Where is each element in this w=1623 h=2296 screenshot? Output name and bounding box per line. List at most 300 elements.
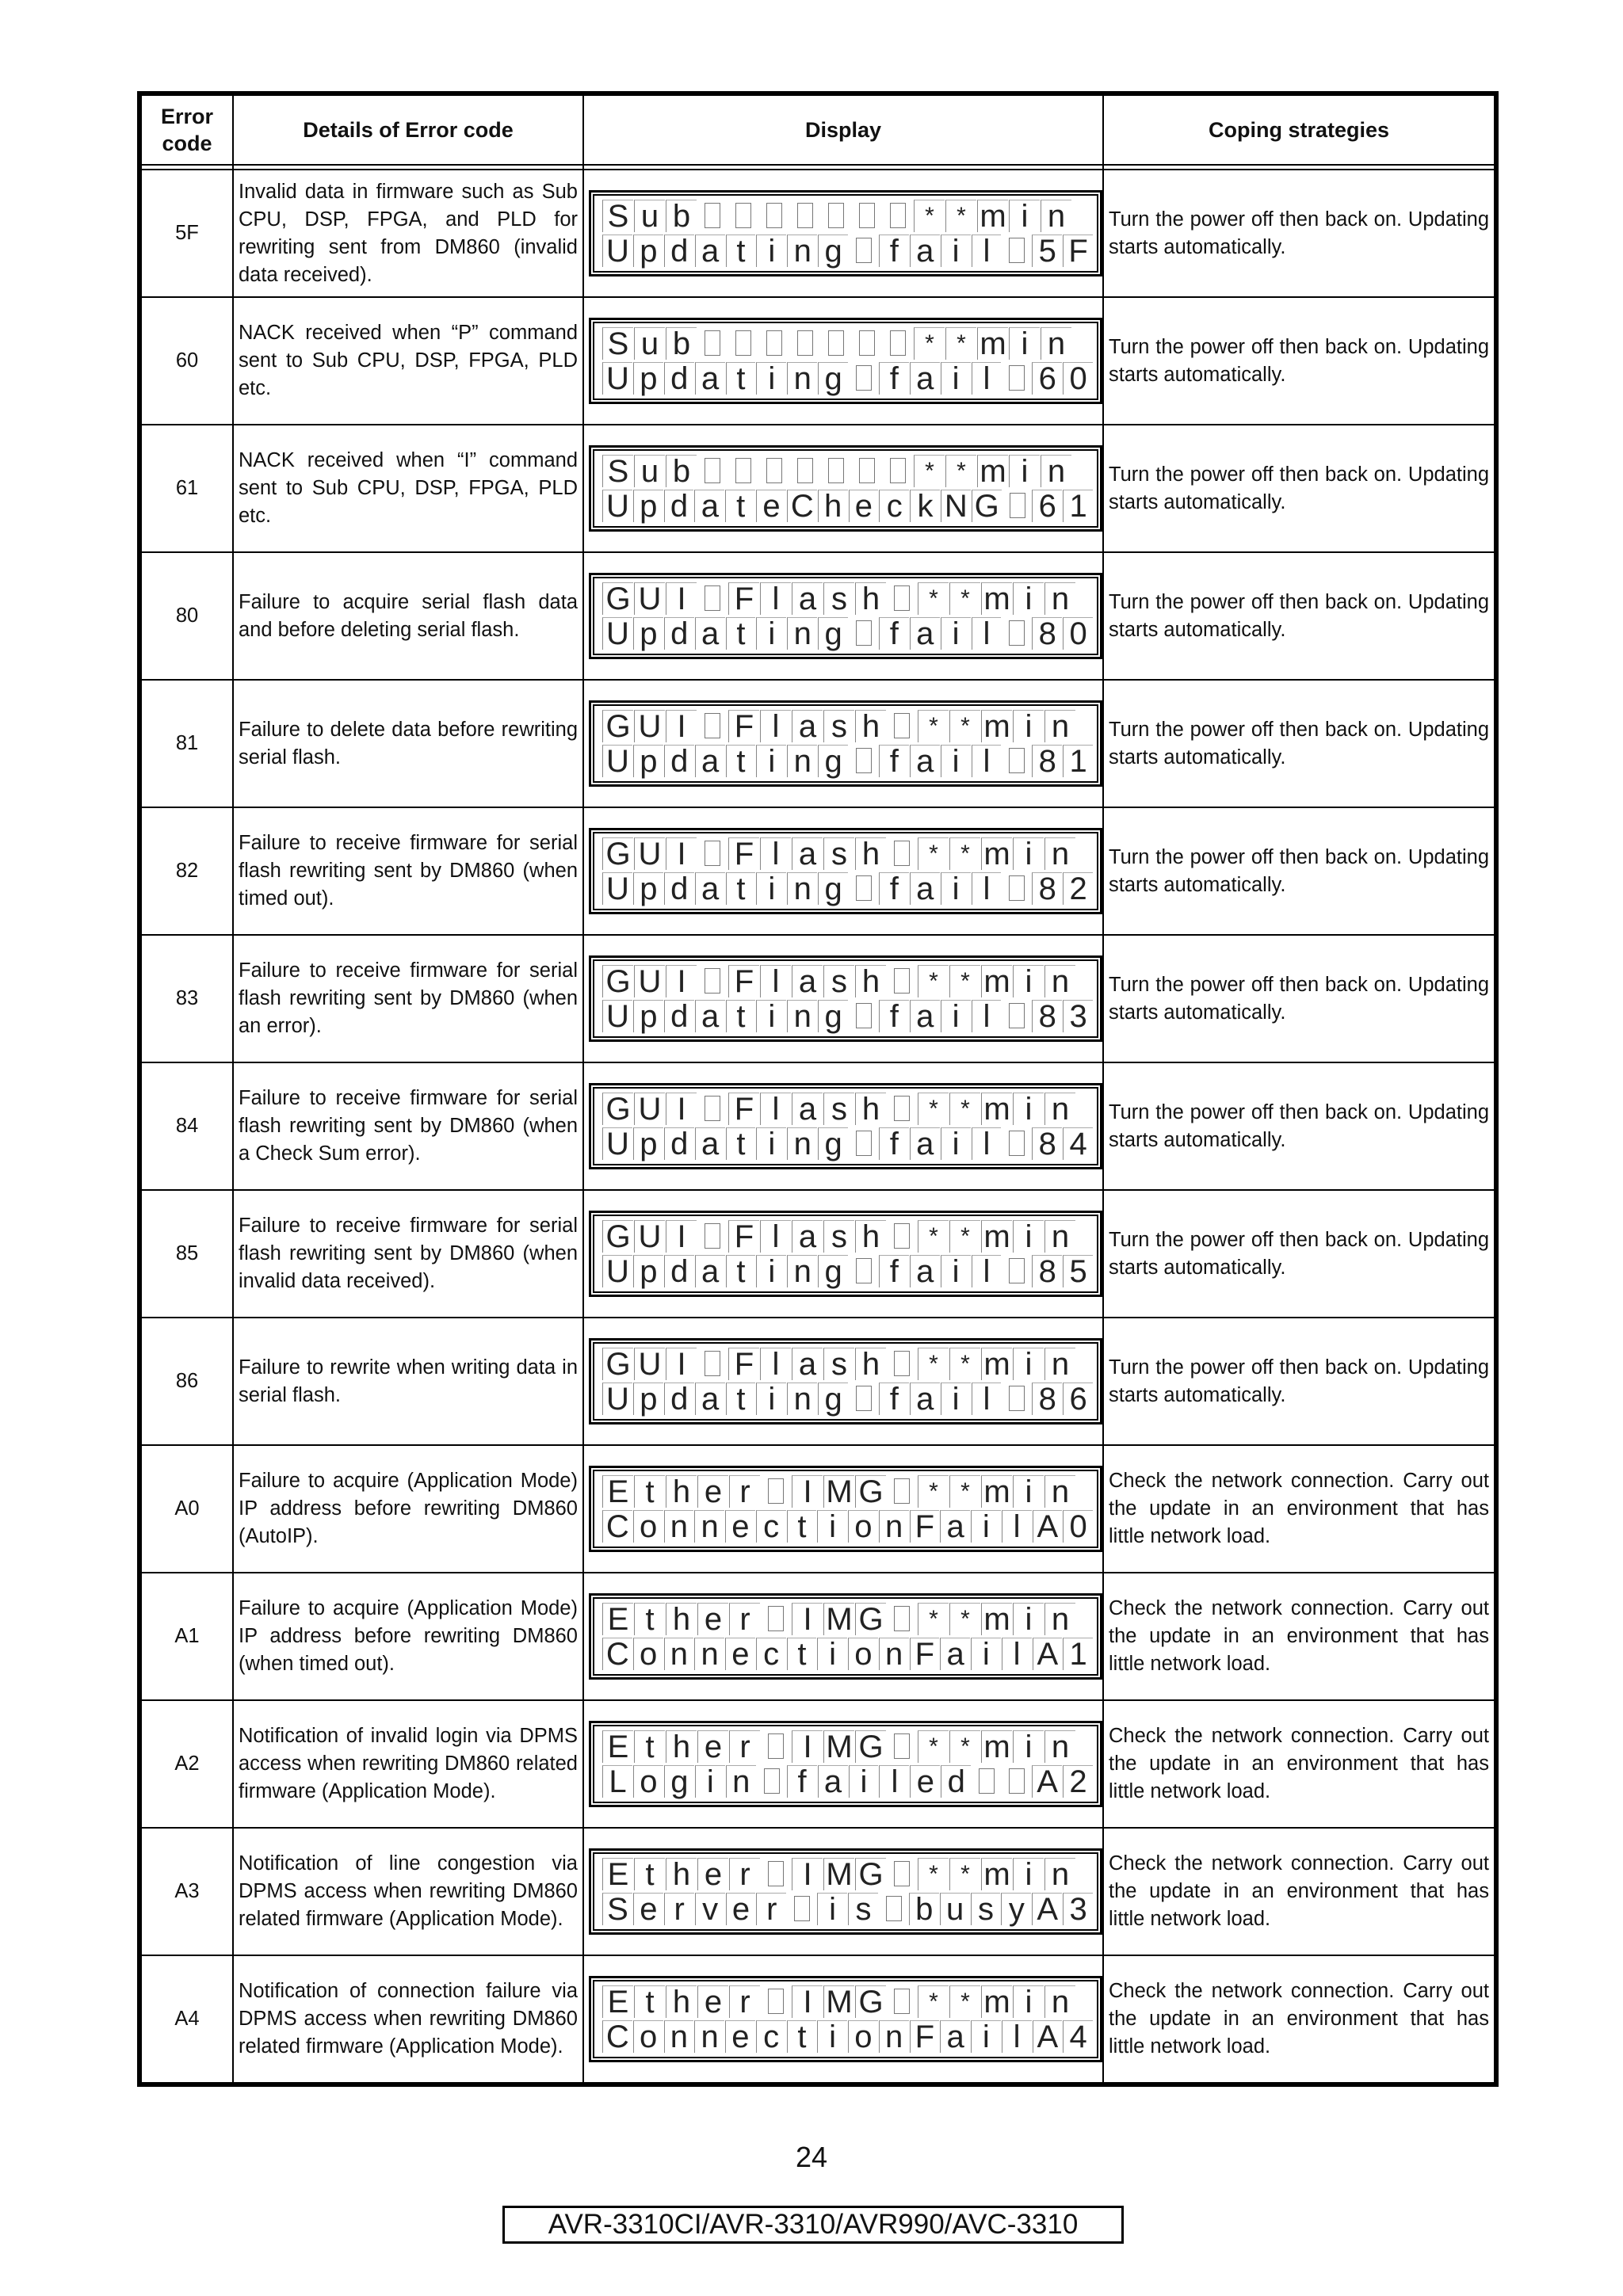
lcd-char: 6	[1032, 362, 1062, 395]
error-details: Failure to receive firmware for serial flash rewriting sent by DM860 (when timed out).	[233, 807, 583, 935]
lcd-char: h	[666, 1858, 697, 1890]
lcd-char: G	[602, 710, 633, 742]
lcd-char: o	[633, 2020, 663, 2053]
lcd-char: g	[818, 617, 848, 650]
lcd-char: F	[728, 582, 759, 615]
lcd-char: n	[1044, 1985, 1075, 2018]
lcd-blank-cell	[972, 1765, 1001, 1797]
lcd-char: 5	[1032, 235, 1062, 267]
display-cell	[583, 807, 1103, 935]
lcd-char: i	[941, 1127, 971, 1160]
display-cell	[583, 1700, 1103, 1828]
lcd-char: f	[879, 1383, 909, 1415]
lcd-char: E	[602, 1730, 633, 1763]
display-cell	[583, 1573, 1103, 1700]
lcd-char: E	[602, 1985, 633, 2018]
lcd-blank-cell	[759, 200, 789, 231]
error-code: 85	[139, 1190, 233, 1318]
lcd-char: *	[918, 582, 949, 615]
lcd-char: l	[1002, 1638, 1032, 1670]
lcd-char: h	[666, 1730, 697, 1763]
lcd-char: r	[729, 1985, 760, 2018]
lcd-char: U	[634, 1348, 665, 1380]
lcd-char: d	[664, 1255, 694, 1287]
error-code: 83	[139, 935, 233, 1062]
lcd-char: n	[694, 2020, 724, 2053]
lcd-char: l	[1002, 1510, 1032, 1543]
lcd-char: a	[792, 1093, 823, 1125]
lcd-char: l	[972, 1127, 1002, 1160]
lcd-char: 8	[1032, 1000, 1062, 1032]
lcd-char: F	[728, 1348, 759, 1380]
lcd-char: s	[971, 1893, 1001, 1925]
lcd-char: U	[602, 490, 632, 522]
lcd-char: *	[949, 1603, 980, 1635]
lcd-blank-cell	[849, 1383, 878, 1414]
lcd-char: a	[695, 1255, 725, 1287]
lcd-char: 3	[1063, 1000, 1093, 1032]
lcd-char: r	[729, 1475, 760, 1508]
lcd-char: i	[1013, 1348, 1044, 1380]
lcd-blank-cell	[849, 235, 878, 266]
lcd-blank-cell	[849, 1255, 878, 1287]
lcd-char: m	[981, 1985, 1012, 2018]
lcd-char: f	[879, 1000, 909, 1032]
lcd-char: l	[879, 1765, 909, 1798]
lcd-char: e	[697, 1475, 728, 1508]
lcd-display	[589, 1338, 1102, 1425]
lcd-char: g	[818, 745, 848, 777]
lcd-blank-cell	[887, 1730, 917, 1762]
lcd-char: i	[1013, 1985, 1044, 2018]
lcd-char: l	[972, 745, 1002, 777]
lcd-char: *	[914, 455, 945, 487]
lcd-char: f	[879, 1255, 909, 1287]
lcd-char: i	[756, 617, 786, 650]
lcd-char: v	[695, 1893, 725, 1925]
lcd-char: a	[792, 1348, 823, 1380]
lcd-char: *	[918, 1730, 949, 1763]
lcd-char: *	[949, 582, 980, 615]
lcd-blank-cell	[761, 1858, 791, 1890]
lcd-char: 6	[1032, 490, 1062, 522]
lcd-char: 5	[1063, 1255, 1093, 1287]
lcd-char: a	[792, 1220, 823, 1253]
lcd-char: c	[879, 490, 909, 522]
lcd-blank-cell	[852, 455, 882, 486]
lcd-char: n	[1044, 1858, 1075, 1890]
lcd-char: g	[818, 1000, 848, 1032]
lcd-blank-cell	[728, 327, 758, 359]
display-cell	[583, 425, 1103, 552]
lcd-char: h	[855, 1093, 886, 1125]
lcd-char: d	[664, 1127, 694, 1160]
lcd-blank-cell	[887, 965, 917, 997]
lcd-blank-cell	[1002, 872, 1031, 904]
lcd-char: a	[940, 1638, 970, 1670]
lcd-char: C	[602, 1638, 632, 1670]
lcd-char: U	[634, 582, 665, 615]
lcd-char: o	[848, 1510, 878, 1543]
table-row	[139, 1955, 1496, 2084]
lcd-char: h	[818, 490, 848, 522]
lcd-char: t	[787, 1510, 817, 1543]
lcd-blank-cell	[821, 455, 851, 486]
lcd-char: *	[918, 710, 949, 742]
lcd-char: a	[910, 1127, 940, 1160]
lcd-char: 0	[1063, 617, 1093, 650]
lcd-char: n	[879, 2020, 909, 2053]
lcd-char: G	[602, 582, 633, 615]
lcd-char: m	[981, 1220, 1012, 1253]
lcd-blank-cell	[1002, 235, 1031, 266]
lcd-char: p	[633, 745, 663, 777]
lcd-blank-cell	[697, 837, 727, 869]
table-row	[139, 680, 1496, 807]
table-row	[139, 1062, 1496, 1190]
error-details: Failure to rewrite when writing data in serial flash.	[233, 1318, 583, 1445]
lcd-char: i	[817, 2020, 847, 2053]
lcd-char: l	[760, 837, 791, 870]
error-code: 86	[139, 1318, 233, 1445]
lcd-char: l	[972, 1000, 1002, 1032]
lcd-char: U	[602, 872, 632, 905]
lcd-char: I	[666, 1220, 697, 1253]
lcd-char: i	[756, 1255, 786, 1287]
display-cell	[583, 552, 1103, 680]
lcd-char: l	[972, 235, 1002, 267]
lcd-char: U	[634, 710, 665, 742]
lcd-char: n	[1044, 1348, 1075, 1380]
lcd-char: a	[910, 1255, 940, 1287]
lcd-char: n	[787, 1383, 817, 1415]
lcd-char: n	[1044, 1093, 1075, 1125]
lcd-char: t	[726, 617, 756, 650]
lcd-blank-cell	[1002, 362, 1031, 394]
lcd-char: F	[910, 2020, 940, 2053]
lcd-line	[602, 1730, 1094, 1765]
lcd-char: d	[664, 1383, 694, 1415]
lcd-blank-cell	[887, 1220, 917, 1252]
lcd-char: s	[823, 1348, 854, 1380]
lcd-char: l	[760, 1348, 791, 1380]
lcd-char: y	[1001, 1893, 1031, 1925]
lcd-char: b	[909, 1893, 939, 1925]
lcd-blank-cell	[790, 455, 820, 486]
lcd-char: *	[918, 1093, 949, 1125]
lcd-char: t	[634, 1858, 665, 1890]
lcd-char: e	[697, 1603, 728, 1635]
lcd-char: i	[971, 1510, 1001, 1543]
lcd-char: g	[818, 872, 848, 905]
lcd-char: I	[666, 710, 697, 742]
lcd-char: a	[792, 582, 823, 615]
lcd-char: p	[633, 235, 663, 267]
lcd-blank-cell	[852, 327, 882, 359]
error-details: Failure to acquire (Application Mode) IP address before rewriting DM860 (when timed out).	[233, 1573, 583, 1700]
lcd-char: a	[910, 617, 940, 650]
lcd-blank-cell	[790, 327, 820, 359]
lcd-char: s	[823, 582, 854, 615]
lcd-char: G	[855, 1475, 886, 1508]
lcd-char: n	[664, 1638, 694, 1670]
lcd-char: r	[729, 1603, 760, 1635]
lcd-char: a	[792, 837, 823, 870]
lcd-blank-cell	[849, 617, 878, 649]
lcd-display	[589, 1721, 1102, 1807]
table-row	[139, 552, 1496, 680]
error-details: NACK received when “P” command sent to Sub CPU, DSP, FPGA, PLD etc.	[233, 297, 583, 425]
lcd-char: *	[918, 1858, 949, 1890]
lcd-char: U	[634, 965, 665, 997]
lcd-char: d	[664, 235, 694, 267]
lcd-display	[589, 1593, 1102, 1680]
coping-strategy: Turn the power off then back on. Updating starts automatically.	[1103, 680, 1496, 807]
lcd-char: *	[949, 965, 980, 997]
lcd-char: i	[756, 1383, 786, 1415]
lcd-line	[602, 710, 1094, 745]
lcd-blank-cell	[1002, 1000, 1031, 1032]
table-header-row	[139, 93, 1496, 165]
lcd-char: p	[633, 872, 663, 905]
lcd-char: t	[726, 1000, 756, 1032]
lcd-char: g	[818, 1383, 848, 1415]
lcd-char: U	[602, 362, 632, 395]
display-cell	[583, 1828, 1103, 1955]
lcd-char: l	[760, 710, 791, 742]
lcd-char: S	[602, 1893, 632, 1925]
lcd-line	[602, 872, 1094, 907]
lcd-line	[602, 200, 1094, 235]
lcd-blank-cell	[849, 745, 878, 776]
lcd-char: i	[756, 235, 786, 267]
lcd-char: *	[949, 1985, 980, 2018]
lcd-blank-cell	[1002, 1255, 1031, 1287]
lcd-line	[602, 1127, 1094, 1162]
lcd-char: r	[756, 1893, 786, 1925]
lcd-char: E	[602, 1858, 633, 1890]
lcd-char: *	[914, 327, 945, 360]
lcd-blank-cell	[887, 710, 917, 742]
lcd-char: t	[725, 490, 755, 522]
lcd-blank-cell	[887, 582, 917, 614]
lcd-display	[589, 700, 1102, 787]
lcd-char: p	[633, 1000, 663, 1032]
lcd-char: n	[1041, 455, 1071, 487]
lcd-char: c	[756, 2020, 786, 2053]
lcd-char: b	[666, 327, 697, 360]
lcd-char: F	[728, 1093, 759, 1125]
lcd-char: F	[910, 1510, 940, 1543]
lcd-char: U	[634, 1093, 665, 1125]
lcd-blank-cell	[697, 200, 727, 231]
lcd-char: p	[633, 1383, 663, 1415]
lcd-char: n	[879, 1638, 909, 1670]
lcd-char: m	[981, 837, 1012, 870]
lcd-char: e	[725, 2020, 755, 2053]
lcd-char: n	[1041, 200, 1071, 232]
lcd-char: a	[792, 965, 823, 997]
lcd-char: 0	[1063, 1510, 1093, 1543]
lcd-char: t	[787, 2020, 817, 2053]
lcd-display	[589, 828, 1102, 914]
lcd-char: t	[634, 1603, 665, 1635]
lcd-char: U	[602, 235, 632, 267]
lcd-line	[602, 362, 1094, 397]
page-number: 24	[795, 2141, 828, 2173]
lcd-blank-cell	[849, 1000, 878, 1032]
lcd-char: a	[695, 1383, 725, 1415]
lcd-char: l	[760, 1093, 791, 1125]
lcd-char: i	[695, 1765, 725, 1798]
lcd-line	[602, 1383, 1094, 1417]
display-cell	[583, 1190, 1103, 1318]
lcd-char: I	[666, 965, 697, 997]
lcd-char: U	[602, 1383, 632, 1415]
lcd-char: F	[910, 1638, 940, 1670]
lcd-char: h	[855, 965, 886, 997]
lcd-char: u	[634, 200, 665, 232]
lcd-char: l	[1002, 2020, 1032, 2053]
lcd-blank-cell	[790, 200, 820, 231]
header-display: Display	[583, 93, 1103, 165]
lcd-char: *	[949, 837, 980, 870]
lcd-char: s	[823, 1093, 854, 1125]
lcd-line	[602, 837, 1094, 872]
coping-strategy: Turn the power off then back on. Updating starts automatically.	[1103, 807, 1496, 935]
lcd-blank-cell	[887, 1475, 917, 1507]
lcd-char: e	[725, 1510, 755, 1543]
lcd-char: a	[695, 617, 725, 650]
lcd-char: a	[940, 2020, 970, 2053]
lcd-char: *	[918, 1348, 949, 1380]
lcd-char: U	[602, 617, 632, 650]
lcd-blank-cell	[697, 582, 727, 614]
lcd-char: f	[879, 1127, 909, 1160]
error-details: Notification of invalid login via DPMS access when rewriting DM860 related firmware (Application Mode).	[233, 1700, 583, 1828]
lcd-line	[602, 2020, 1094, 2055]
lcd-char: b	[666, 200, 697, 232]
lcd-char: e	[633, 1893, 663, 1925]
lcd-char: 1	[1063, 1638, 1093, 1670]
lcd-char: d	[664, 1000, 694, 1032]
lcd-char: L	[602, 1765, 632, 1798]
lcd-char: c	[756, 1510, 786, 1543]
lcd-line	[602, 490, 1094, 524]
lcd-display	[589, 1466, 1102, 1552]
lcd-char: S	[602, 200, 633, 232]
lcd-char: n	[879, 1510, 909, 1543]
lcd-char: *	[949, 1220, 980, 1253]
lcd-blank-cell	[849, 872, 878, 904]
lcd-blank-cell	[759, 455, 789, 486]
lcd-blank-cell	[1002, 1765, 1031, 1797]
lcd-blank-cell	[1002, 745, 1031, 776]
lcd-char: l	[972, 362, 1002, 395]
lcd-blank-cell	[697, 1348, 727, 1379]
lcd-blank-cell	[697, 965, 727, 997]
lcd-char: U	[602, 1255, 632, 1287]
error-details: Failure to delete data before rewriting serial flash.	[233, 680, 583, 807]
coping-strategy: Check the network connection. Carry out the update in an environment that has little network load.	[1103, 1828, 1496, 1955]
error-code-table	[137, 91, 1499, 2087]
lcd-line	[602, 327, 1094, 362]
lcd-char: d	[664, 490, 694, 522]
lcd-char: o	[848, 2020, 878, 2053]
error-code: 82	[139, 807, 233, 935]
lcd-char: h	[855, 837, 886, 870]
lcd-char: p	[633, 1255, 663, 1287]
lcd-char: i	[1013, 582, 1044, 615]
lcd-char: 6	[1063, 1383, 1093, 1415]
lcd-display	[589, 318, 1102, 404]
lcd-char: *	[918, 1220, 949, 1253]
lcd-char: m	[981, 1093, 1012, 1125]
lcd-char: 3	[1063, 1893, 1093, 1925]
lcd-char: d	[664, 745, 694, 777]
lcd-char: t	[726, 362, 756, 395]
lcd-char: m	[981, 1603, 1012, 1635]
lcd-char: a	[792, 710, 823, 742]
error-details: Failure to receive firmware for serial flash rewriting sent by DM860 (when an error).	[233, 935, 583, 1062]
lcd-char: I	[666, 1348, 697, 1380]
coping-strategy: Check the network connection. Carry out the update in an environment that has little network load.	[1103, 1445, 1496, 1573]
lcd-char: g	[818, 1127, 848, 1160]
lcd-char: *	[918, 1985, 949, 2018]
lcd-line	[602, 1765, 1094, 1800]
lcd-blank-cell	[697, 1220, 727, 1252]
lcd-char: *	[949, 1858, 980, 1890]
lcd-char: a	[695, 872, 725, 905]
lcd-char: e	[697, 1730, 728, 1763]
coping-strategy: Turn the power off then back on. Updating starts automatically.	[1103, 1318, 1496, 1445]
lcd-char: s	[823, 1220, 854, 1253]
lcd-char: G	[855, 1985, 886, 2018]
display-cell	[583, 680, 1103, 807]
lcd-char: F	[728, 965, 759, 997]
error-code: A3	[139, 1828, 233, 1955]
lcd-char: r	[729, 1730, 760, 1763]
lcd-char: e	[697, 1985, 728, 2018]
lcd-char: l	[760, 965, 791, 997]
lcd-display	[589, 955, 1102, 1042]
lcd-blank-cell	[761, 1985, 791, 2017]
lcd-char: I	[666, 837, 697, 870]
lcd-char: n	[1044, 1220, 1075, 1253]
lcd-char: M	[823, 1858, 854, 1890]
lcd-line	[602, 965, 1094, 1000]
lcd-char: m	[981, 965, 1012, 997]
coping-strategy: Turn the power off then back on. Updating starts automatically.	[1103, 1190, 1496, 1318]
lcd-char: h	[666, 1603, 697, 1635]
lcd-char: t	[726, 745, 756, 777]
lcd-char: A	[1032, 1893, 1062, 1925]
lcd-blank-cell	[887, 1603, 917, 1634]
lcd-line	[602, 1603, 1094, 1638]
lcd-char: i	[1013, 837, 1044, 870]
lcd-char: h	[855, 710, 886, 742]
lcd-char: S	[602, 327, 633, 360]
lcd-char: U	[602, 1000, 632, 1032]
lcd-char: o	[633, 1765, 663, 1798]
lcd-blank-cell	[757, 1765, 786, 1797]
lcd-char: i	[941, 1255, 971, 1287]
lcd-char: I	[792, 1985, 823, 2018]
lcd-char: t	[634, 1475, 665, 1508]
lcd-char: d	[664, 872, 694, 905]
lcd-char: a	[940, 1510, 970, 1543]
lcd-char: p	[633, 490, 663, 522]
